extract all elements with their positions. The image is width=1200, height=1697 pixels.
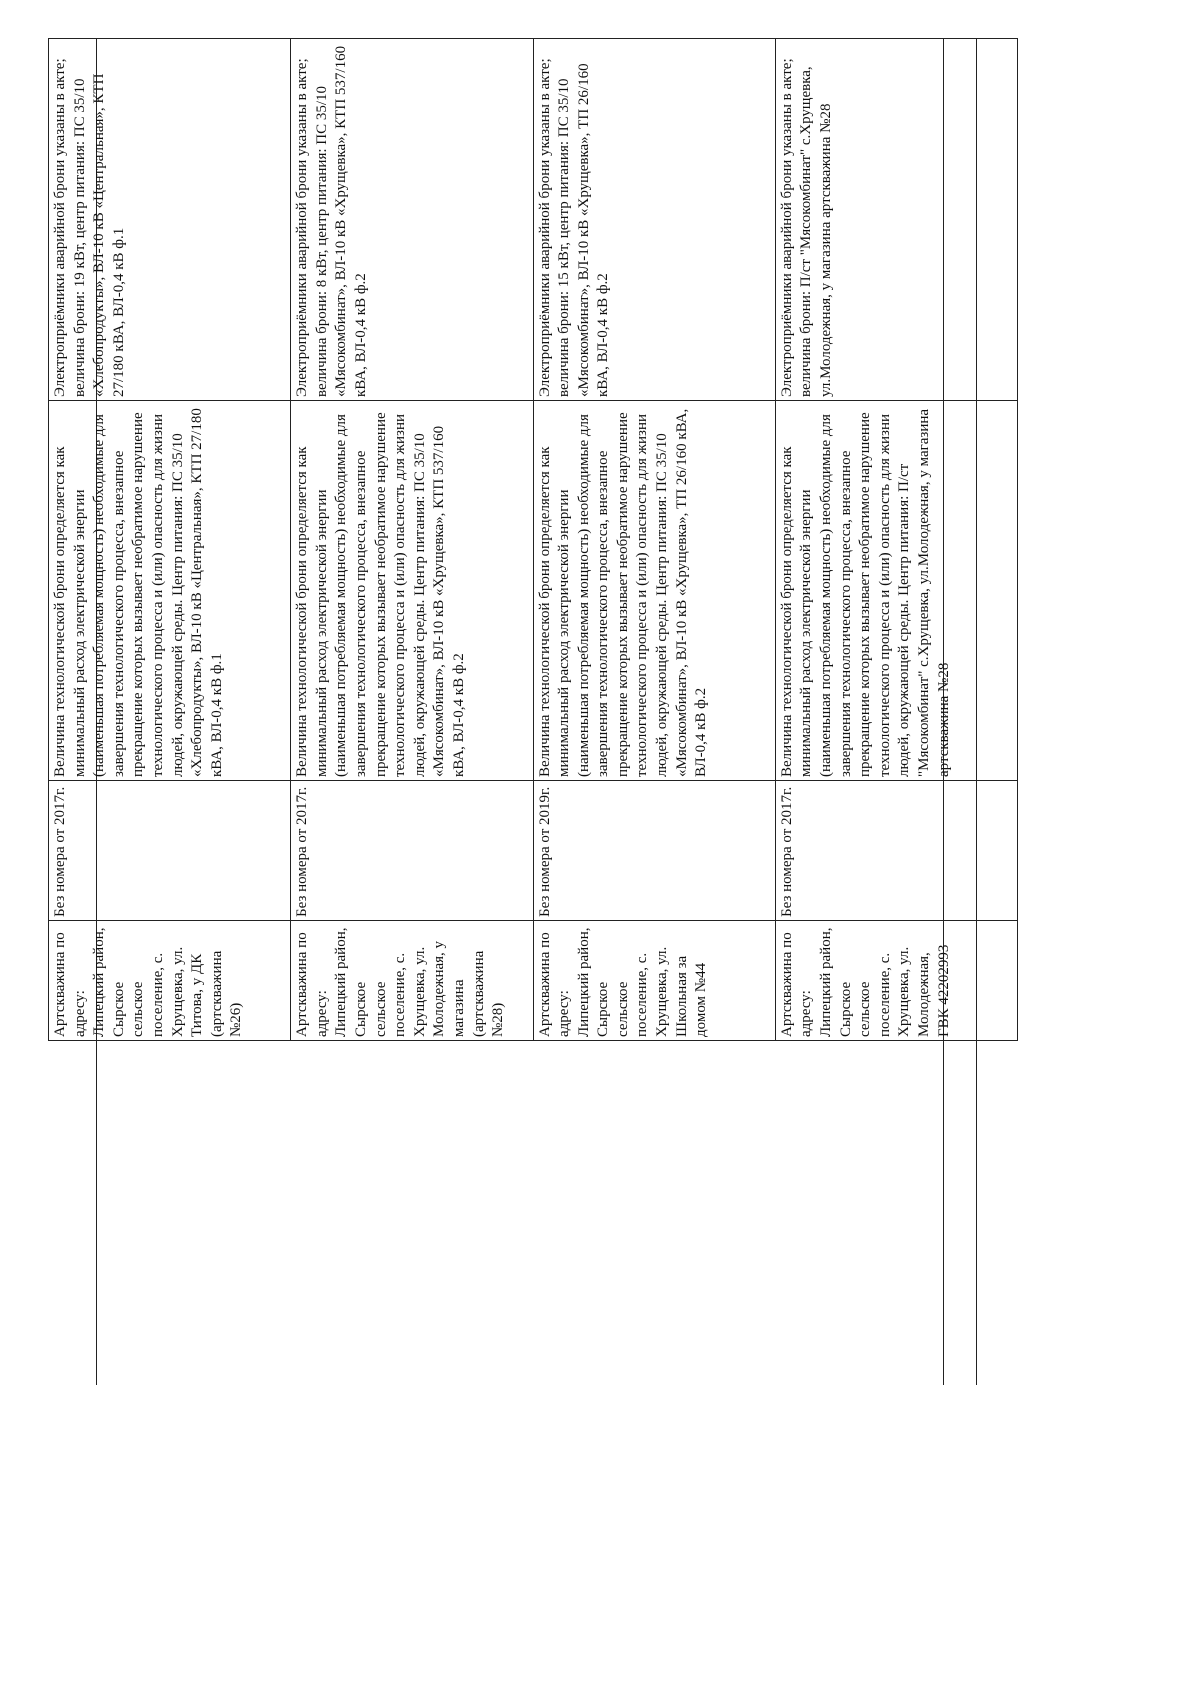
emergency-reserve-cell: Электроприёмники аварийной брони указаны в акте; величина брони: 15 кВт, центр питания: ПС 35/10 «Мясокомбинат», ВЛ-10 кВ «Хрущевка», ТП 26/160 кВА, ВЛ-0,4 кВ ф.2	[533, 39, 775, 401]
table-row	[49, 39, 291, 1041]
tech-reserve-cell: Величина технологической брони определяется как минимальный расход электрической энергии (наименьшая потребляемая мощность) необходимые для завершения технологического процесса, внезапное прекращение которых вызывает необратимое нарушение технологического процесса и (или) опасность для жизни людей, окружающей среды. Центр питания: ПС 35/10 «Хлебопродукты», ВЛ-10 кВ «Центральная», КТП 27/180 кВА, ВЛ-0,4 кВ ф.1	[49, 401, 291, 781]
power-reserve-table	[48, 38, 1018, 1041]
tech-reserve-cell: Величина технологической брони определяется как минимальный расход электрической энергии (наименьшая потребляемая мощность) необходимые для завершения технологического процесса, внезапное прекращение которых вызывает необратимое нарушение технологического процесса и (или) опасность для жизни людей, окружающей среды. Центр питания: ПС 35/10 «Мясокомбинат», ВЛ-10 кВ «Хрущевка», ТП 26/160 кВА, ВЛ-0,4 кВ ф.2	[533, 401, 775, 781]
address-cell: Артскважина по адресу: Липецкий район, Сырское сельское поселение, с. Хрущевка, ул. Школьная за домом №44	[533, 921, 775, 1041]
rotated-document-page	[48, 39, 1018, 1385]
address-cell: Артскважина по адресу: Липецкий район, Сырское сельское поселение, с. Хрущевка, ул. Молодежная, у магазина (артскважина №28)	[291, 921, 533, 1041]
emergency-reserve-cell: Электроприёмники аварийной брони указаны в акте; величина брони: 8 кВт, центр питания: ПС 35/10 «Мясокомбинат», ВЛ-10 кВ «Хрущевка», КТП 537/160 кВА, ВЛ-0,4 кВ ф.2	[291, 39, 533, 401]
table-row	[775, 39, 1017, 1041]
act-cell: Без номера от 2017г.	[291, 781, 533, 921]
act-cell: Без номера от 2017г.	[775, 781, 1017, 921]
act-cell: Без номера от 2019г.	[533, 781, 775, 921]
address-cell: Артскважина по адресу: Липецкий район, Сырское сельское поселение, с. Хрущевка, ул. Титова, у ДК (артскважина №26)	[49, 921, 291, 1041]
act-cell: Без номера от 2017г.	[49, 781, 291, 921]
emergency-reserve-cell: Электроприёмники аварийной брони указаны в акте; величина брони: П/ст "Мясокомбинат" с.Хрущевка, ул.Молодежная, у магазина артскважина №28	[775, 39, 1017, 401]
table-row	[291, 39, 533, 1041]
tech-reserve-cell: Величина технологической брони определяется как минимальный расход электрической энергии (наименьшая потребляемая мощность) необходимые для завершения технологического процесса, внезапное прекращение которых вызывает необратимое нарушение технологического процесса и (или) опасность для жизни людей, окружающей среды. Центр питания: П/ст "Мясокомбинат" с.Хрущевка, ул.Молодежная, у магазина артскважина №28	[775, 401, 1017, 781]
emergency-reserve-cell: Электроприёмники аварийной брони указаны в акте; величина брони: 19 кВт, центр питания: ПС 35/10 «Хлебопродукты», ВЛ-10 кВ «Центральная», КТП 27/180 кВА, ВЛ-0,4 кВ ф.1	[49, 39, 291, 401]
address-cell: Артскважина по адресу: Липецкий район, Сырское сельское поселение, с. Хрущевка, ул. Молодежная, ГВК 42202993	[775, 921, 1017, 1041]
tech-reserve-cell: Величина технологической брони определяется как минимальный расход электрической энергии (наименьшая потребляемая мощность) необходимые для завершения технологического процесса, внезапное прекращение которых вызывает необратимое нарушение технологического процесса и (или) опасность для жизни людей, окружающей среды. Центр питания: ПС 35/10 «Мясокомбинат», ВЛ-10 кВ «Хрущевка», КТП 537/160 кВА, ВЛ-0,4 кВ ф.2	[291, 401, 533, 781]
table-row	[533, 39, 775, 1041]
